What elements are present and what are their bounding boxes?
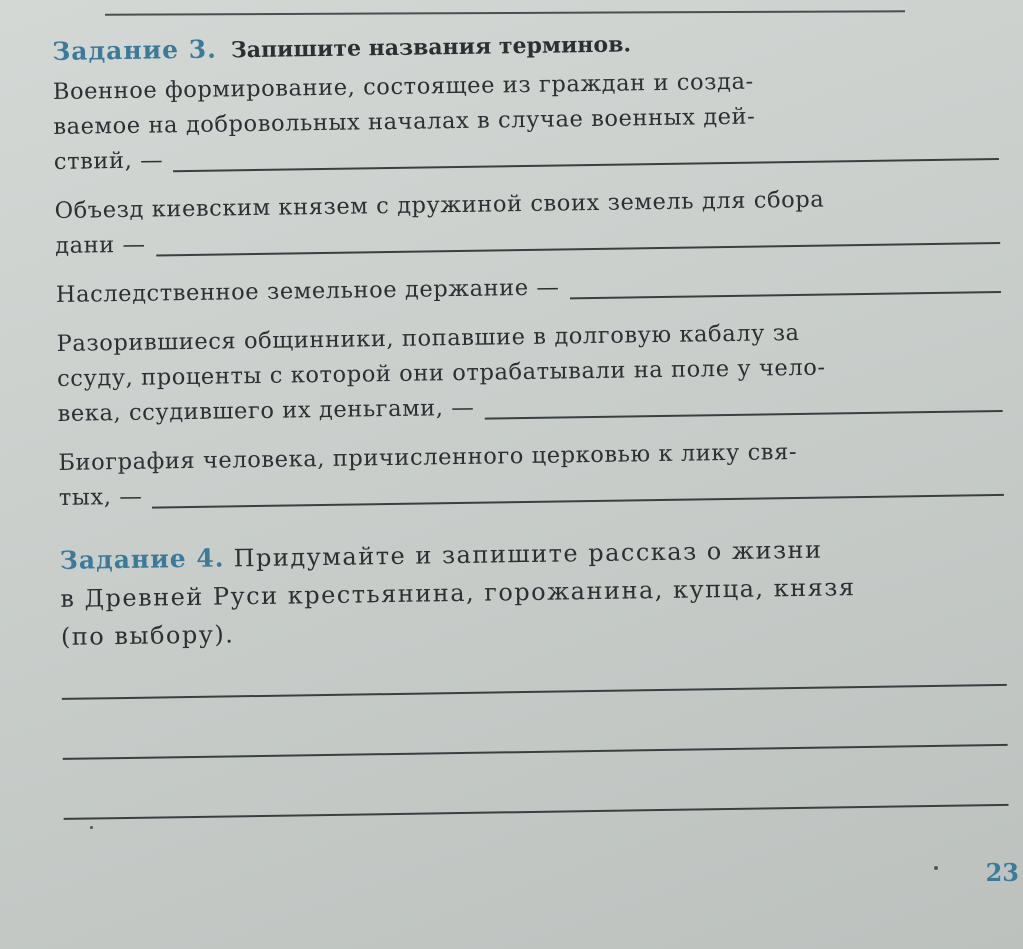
term-item-5: [58, 432, 1004, 516]
term-item-2: [54, 180, 1000, 264]
term-text-tail: дани —: [54, 231, 146, 259]
task4-text: Придумайте и запишите рассказ о жизни: [233, 535, 823, 573]
page-content: [52, 20, 1009, 820]
term-text-tail: ствий, —: [53, 147, 164, 175]
task4-title: Задание 4.: [59, 543, 225, 575]
term-text-line: Разорившиеся общинники, попавшие в долговую кабалу за: [56, 319, 800, 357]
term-item-4: [56, 313, 1002, 432]
term-text-tail: Наследственное земельное держание —: [55, 274, 560, 308]
top-answer-line: [105, 10, 905, 15]
writing-line[interactable]: [63, 744, 1008, 760]
task3-title: Задание 3.: [52, 34, 218, 66]
answer-blank[interactable]: [569, 271, 1001, 299]
answer-blank[interactable]: [484, 390, 1002, 420]
term-text-line: ссуду, проценты с которой они отрабатывали на поле у чело-: [56, 354, 826, 392]
ink-dot: [90, 826, 93, 829]
writing-line[interactable]: [62, 684, 1007, 700]
task4-block: [60, 528, 1007, 656]
term-item-1: [53, 61, 999, 180]
term-text-tail: века, ссудившего их деньгами, —: [57, 394, 475, 427]
task3-instruction: Запишите названия терминов.: [230, 31, 632, 64]
term-item-3: [56, 264, 1001, 313]
page-number: 23: [985, 858, 1019, 887]
term-text-line: Военное формирование, состоящее из граждан и созда-: [52, 68, 754, 105]
writing-line[interactable]: [64, 804, 1009, 820]
answer-blank[interactable]: [173, 138, 999, 172]
task4-line: (по выбору).: [60, 620, 235, 651]
ink-dot: [934, 866, 938, 870]
term-answer-row: [56, 264, 1001, 313]
term-text-line: Объезд киевским князем с дружиной своих земель для сбора: [54, 186, 825, 224]
task4-line: в Древней Руси крестьянина, горожанина, купца, князя: [60, 573, 856, 613]
term-text-tail: тых, —: [58, 483, 143, 511]
term-text-line: Биография человека, причисленного церковью к лику свя-: [58, 438, 798, 476]
term-text-line: ваемое на добровольных началах в случае военных дей-: [53, 103, 756, 140]
answer-blank[interactable]: [156, 222, 1001, 257]
answer-blank[interactable]: [152, 474, 1004, 509]
